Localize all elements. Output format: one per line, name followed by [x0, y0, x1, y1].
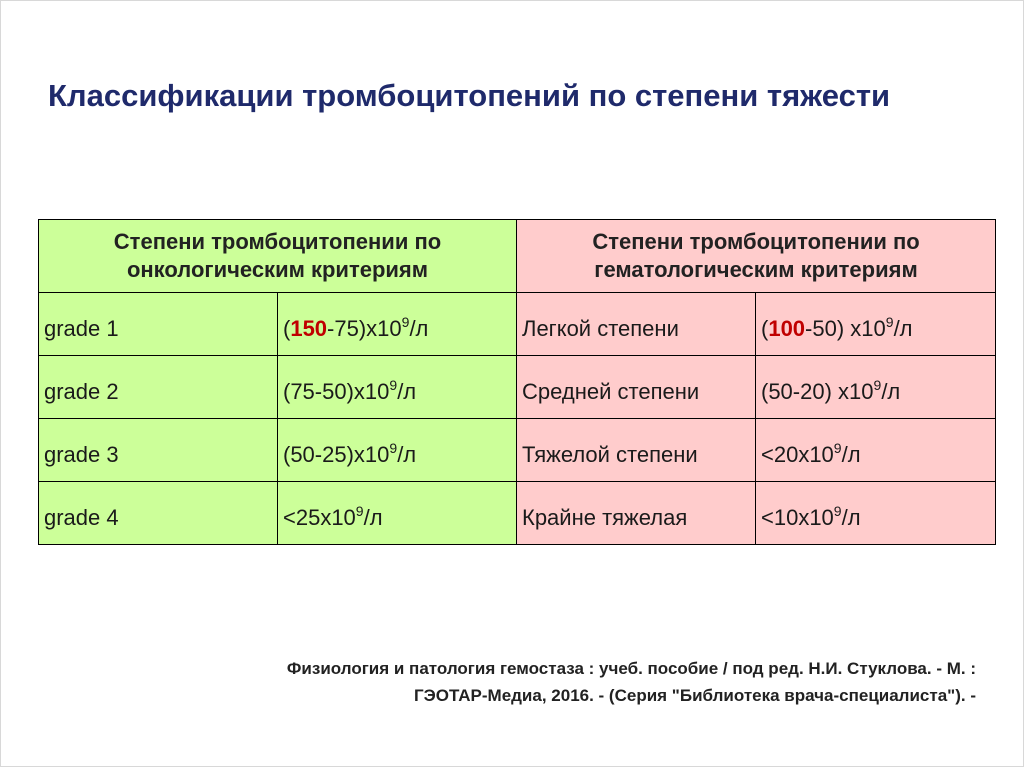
onc-grade-cell: grade 2: [39, 356, 278, 419]
table-row: [39, 356, 996, 419]
oncology-header: Степени тромбоцитопении по онкологическим критериям: [39, 220, 517, 293]
hem-grade-cell: Тяжелой степени: [517, 419, 756, 482]
hem-grade-cell: Крайне тяжелая: [517, 482, 756, 545]
hem-range-cell: (50-20) $х10^9/л$: [756, 356, 996, 419]
table-row: [39, 482, 996, 545]
classification-table: [38, 219, 996, 545]
hem-range-cell: $<20х10^9/л$: [756, 419, 996, 482]
table-header-row: [39, 220, 996, 293]
hematology-header: Степени тромбоцитопении по гематологическим критериям: [517, 220, 996, 293]
table-row: [39, 293, 996, 356]
hem-range-cell: $<10х10^9/л$: [756, 482, 996, 545]
onc-range-cell: $(150-75)х10^9/л$: [278, 293, 517, 356]
onc-grade-cell: grade 3: [39, 419, 278, 482]
hem-grade-cell: Легкой степени: [517, 293, 756, 356]
page-title: Классификации тромбоцитопений по степени тяжести: [48, 78, 891, 113]
hem-range-cell: (100-50) $х10^9/л$: [756, 293, 996, 356]
table-row: [39, 419, 996, 482]
onc-grade-cell: grade 4: [39, 482, 278, 545]
citation-line-1: Физиология и патология гемостаза : учеб. пособие / под ред. Н.И. Стуклова. - М. :: [286, 659, 976, 678]
citation: [116, 655, 976, 709]
onc-range-cell: $(75-50)х10^9/л$: [278, 356, 517, 419]
onc-range-cell: $<25х10^9/л$: [278, 482, 517, 545]
onc-grade-cell: grade 1: [39, 293, 278, 356]
onc-range-cell: $(50-25)х10^9/л$: [278, 419, 517, 482]
hem-grade-cell: Средней степени: [517, 356, 756, 419]
citation-line-2: ГЭОТАР-Медиа, 2016. - (Серия "Библиотека врача-специалиста"). -: [413, 686, 976, 705]
